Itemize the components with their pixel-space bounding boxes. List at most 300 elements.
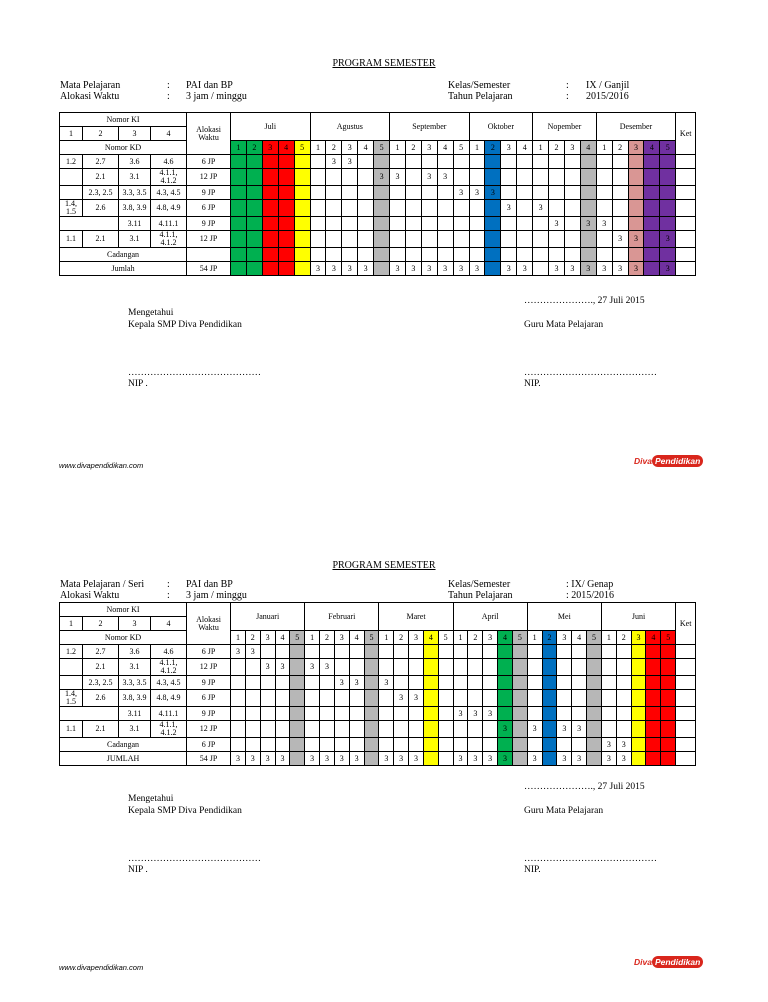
week-cell [512,721,527,738]
footer-url[interactable]: www.divapendidikan.com [59,461,144,470]
week-cell [320,676,335,690]
week-cell [596,169,612,186]
week-cell [601,659,616,676]
week-cell: 3 [612,262,628,276]
week-cell [453,155,469,169]
week-cell [394,645,409,659]
week-number: 2 [394,631,409,645]
ki-col-header: 4 [151,617,187,631]
week-cell [612,200,628,217]
kd-cell [60,217,119,231]
week-cell [453,659,468,676]
week-cell [305,645,320,659]
week-cell [438,738,453,752]
week-cell [278,248,294,262]
week-cell [557,707,572,721]
sign-teacher: Guru Mata Pelajaran [524,806,604,816]
week-cell [542,752,557,766]
week-cell: 3 [468,707,483,721]
sign-line: …………………………………… [524,368,657,378]
week-cell [245,690,260,707]
week-cell [485,231,501,248]
ket-cell [676,186,696,200]
week-cell: 3 [660,231,676,248]
week-cell [438,676,453,690]
logo-text: Diva [634,957,652,967]
week-cell [358,248,374,262]
week-cell [557,676,572,690]
ket-cell [676,248,696,262]
ki-col-header: 3 [119,617,151,631]
kd-cell: 4.6 [151,645,187,659]
week-cell [379,738,394,752]
week-cell: 3 [260,659,275,676]
week-cell: 3 [549,217,565,231]
footer-url[interactable]: www.divapendidikan.com [59,963,144,972]
month-header: Maret [379,603,453,631]
week-cell [469,169,485,186]
week-cell [294,231,310,248]
week-cell: 3 [596,262,612,276]
logo-badge: Pendidikan [652,956,703,968]
week-cell [527,659,542,676]
week-cell: 3 [572,721,587,738]
week-cell [549,169,565,186]
kd-cell: 2.1 [83,169,119,186]
week-number: 3 [501,141,517,155]
week-cell [231,676,246,690]
week-cell [262,217,278,231]
week-number: 2 [485,141,501,155]
month-header: Nopember [533,113,597,141]
time-label: Alokasi Waktu [60,590,120,601]
kd-cell [60,707,119,721]
week-cell: 3 [527,721,542,738]
week-cell [469,200,485,217]
week-cell [661,752,676,766]
week-cell [644,169,660,186]
week-cell: 3 [498,721,513,738]
week-cell [533,186,549,200]
month-header: Agustus [310,113,390,141]
week-cell [326,186,342,200]
week-cell [564,155,580,169]
week-cell [485,155,501,169]
week-cell [542,659,557,676]
week-cell: 3 [394,752,409,766]
week-cell [310,248,326,262]
week-cell [549,155,565,169]
week-cell [349,645,364,659]
week-cell [358,217,374,231]
week-cell [374,217,390,231]
week-cell [587,659,602,676]
week-cell: 3 [557,721,572,738]
week-cell [533,155,549,169]
week-cell [587,707,602,721]
kd-cell: 4.6 [151,155,187,169]
week-cell [305,707,320,721]
week-cell [469,248,485,262]
week-cell [358,169,374,186]
week-cell: 3 [501,262,517,276]
week-cell [468,690,483,707]
alokasi-cell: 6 JP [187,738,231,752]
kd-cell: 1.1 [60,231,83,248]
week-cell [260,676,275,690]
week-cell [421,217,437,231]
week-cell [374,231,390,248]
week-cell [390,231,406,248]
week-cell [379,645,394,659]
week-cell [290,659,305,676]
kd-cell: 2.3, 2.5 [83,676,119,690]
week-cell: 3 [358,262,374,276]
week-cell [498,707,513,721]
time-value: 3 jam / minggu [186,91,247,102]
week-cell: 3 [468,752,483,766]
week-cell [275,707,290,721]
week-cell [275,738,290,752]
week-cell [358,155,374,169]
week-cell: 3 [379,752,394,766]
week-number: 1 [601,631,616,645]
week-cell [596,248,612,262]
week-cell [628,169,644,186]
week-cell [468,721,483,738]
month-header: Oktober [469,113,533,141]
week-cell [628,155,644,169]
week-number: 3 [409,631,424,645]
week-cell [517,200,533,217]
kd-cell: 4.3, 4.5 [151,676,187,690]
alokasi-cell: 6 JP [187,200,231,217]
week-cell [596,155,612,169]
subject-value: PAI dan BP [186,80,233,91]
year-label: Tahun Pelajaran [448,590,513,601]
week-cell [660,186,676,200]
class-label: Kelas/Semester [448,579,511,590]
week-cell [644,155,660,169]
week-cell [572,645,587,659]
week-cell [587,676,602,690]
week-cell [542,676,557,690]
week-cell [260,738,275,752]
week-number: 5 [438,631,453,645]
logo-badge: Pendidikan [652,455,703,467]
alokasi-cell: 12 JP [187,721,231,738]
week-cell [294,200,310,217]
week-cell [612,217,628,231]
week-cell [275,721,290,738]
week-cell [294,169,310,186]
year-label: Tahun Pelajaran [448,91,513,102]
kd-cell: 2.6 [83,200,119,217]
week-cell [612,186,628,200]
week-cell [557,645,572,659]
week-cell [231,248,247,262]
week-cell: 3 [320,752,335,766]
week-cell [469,217,485,231]
separator: : [167,91,170,102]
week-cell: 3 [394,690,409,707]
week-cell [364,707,379,721]
week-number: 1 [527,631,542,645]
week-number: 4 [278,141,294,155]
week-number: 4 [498,631,513,645]
semester-schedule-table [59,602,696,766]
week-cell [533,262,549,276]
week-cell [423,690,438,707]
brand-logo [634,956,703,968]
week-cell [421,200,437,217]
week-cell: 3 [245,752,260,766]
week-cell [644,248,660,262]
week-cell [364,721,379,738]
week-cell [468,738,483,752]
week-cell [278,262,294,276]
week-cell [405,200,421,217]
nomor-kd-header: Nomor KD [60,141,187,155]
week-cell [379,690,394,707]
week-cell [646,752,661,766]
week-cell [278,217,294,231]
subject-label: Mata Pelajaran / Seri [60,579,145,590]
week-cell [246,155,262,169]
week-cell [453,200,469,217]
week-cell: 3 [557,752,572,766]
week-cell: 3 [616,738,631,752]
ket-cell [676,659,696,676]
week-cell [661,707,676,721]
week-cell [334,707,349,721]
week-cell: 3 [275,752,290,766]
week-cell [294,217,310,231]
week-cell: 3 [628,231,644,248]
kd-cell [60,169,83,186]
week-cell [587,690,602,707]
week-cell: 3 [485,186,501,200]
week-cell: 3 [437,169,453,186]
kd-cell: 1.4, 1.5 [60,200,83,217]
week-cell [549,186,565,200]
week-cell [485,248,501,262]
week-cell: 3 [483,707,498,721]
week-cell [326,231,342,248]
week-cell [616,721,631,738]
kd-cell: 3.6 [119,645,151,659]
week-cell [231,262,247,276]
week-cell [527,676,542,690]
week-cell: 3 [342,155,358,169]
sign-date: …………………., 27 Juli 2015 [524,782,645,792]
week-number: 1 [379,631,394,645]
week-cell [660,217,676,231]
week-cell [468,659,483,676]
alokasi-cell: 9 JP [187,676,231,690]
week-cell [231,217,247,231]
week-cell [601,645,616,659]
week-cell [326,217,342,231]
week-cell: 3 [533,200,549,217]
week-cell [320,738,335,752]
week-cell: 3 [390,169,406,186]
ki-col-header: 1 [60,127,83,141]
week-cell [290,645,305,659]
week-number: 5 [660,141,676,155]
week-cell: 3 [275,659,290,676]
week-cell [349,707,364,721]
week-cell [260,721,275,738]
week-cell [542,645,557,659]
week-cell [468,676,483,690]
week-cell [501,231,517,248]
week-number: 5 [294,141,310,155]
week-cell [437,248,453,262]
week-number: 1 [390,141,406,155]
week-cell [644,217,660,231]
week-cell [260,645,275,659]
subject-label: Mata Pelajaran [60,80,121,91]
week-cell [320,645,335,659]
week-cell [572,676,587,690]
alokasi-header: Alokasi Waktu [187,113,231,155]
separator: : [566,91,569,102]
week-number: 3 [262,141,278,155]
week-cell [278,169,294,186]
week-cell [231,155,247,169]
kd-cell: 1.2 [60,645,83,659]
week-cell [349,721,364,738]
alokasi-cell: 6 JP [187,155,231,169]
separator: : [167,579,170,590]
week-cell [601,676,616,690]
week-cell [512,707,527,721]
brand-logo [634,455,703,467]
week-number: 1 [305,631,320,645]
week-cell [501,155,517,169]
week-cell [231,738,246,752]
week-cell [517,155,533,169]
ket-cell [676,721,696,738]
week-cell [409,738,424,752]
ket-cell [676,645,696,659]
sign-date: …………………., 27 Juli 2015 [524,296,645,306]
week-cell [390,200,406,217]
alokasi-cell: 54 JP [187,752,231,766]
week-cell [564,231,580,248]
week-number: 1 [231,141,247,155]
week-cell [409,645,424,659]
ket-cell [676,155,696,169]
week-cell [231,169,247,186]
week-cell [469,155,485,169]
kd-cell: 2.3, 2.5 [83,186,119,200]
week-number: 2 [468,631,483,645]
week-number: 4 [437,141,453,155]
week-cell [646,690,661,707]
kd-cell: 3.8, 3.9 [119,690,151,707]
kd-cell: 4.11.1 [151,217,187,231]
week-cell [438,707,453,721]
week-cell [409,707,424,721]
week-cell [305,738,320,752]
month-header: September [390,113,470,141]
week-number: 3 [631,631,646,645]
kd-cell: 3.11 [119,217,151,231]
week-cell [231,721,246,738]
alokasi-cell: 12 JP [187,659,231,676]
week-cell [549,248,565,262]
separator: : [566,80,569,91]
week-cell [349,659,364,676]
week-number: 5 [374,141,390,155]
week-cell [245,676,260,690]
week-cell [498,645,513,659]
week-cell [485,262,501,276]
week-cell [453,690,468,707]
week-cell [631,645,646,659]
week-cell [231,690,246,707]
week-cell [390,155,406,169]
week-cell [660,169,676,186]
week-cell [483,738,498,752]
ki-col-header: 2 [83,127,119,141]
week-cell [572,707,587,721]
week-cell [616,707,631,721]
week-cell [533,169,549,186]
week-cell [421,155,437,169]
week-cell: 3 [320,659,335,676]
week-cell: 3 [326,155,342,169]
ket-cell [676,676,696,690]
week-cell [290,676,305,690]
jumlah-label: Jumlah [60,262,187,276]
week-cell [409,676,424,690]
week-cell [334,645,349,659]
week-cell [644,262,660,276]
week-cell [231,707,246,721]
week-cell: 3 [628,262,644,276]
week-cell [394,721,409,738]
week-number: 5 [453,141,469,155]
week-cell [358,200,374,217]
week-cell: 3 [326,262,342,276]
week-cell [245,707,260,721]
week-cell [483,659,498,676]
week-cell [661,676,676,690]
week-cell [246,262,262,276]
week-cell [262,248,278,262]
week-cell [334,690,349,707]
kd-cell: 2.6 [83,690,119,707]
kd-cell: 4.1.1, 4.1.2 [151,721,187,738]
week-cell [246,169,262,186]
kd-cell: 4.3, 4.5 [151,186,187,200]
week-cell: 3 [601,752,616,766]
week-cell [278,186,294,200]
kd-cell: 4.8, 4.9 [151,200,187,217]
week-number: 4 [644,141,660,155]
week-cell [661,659,676,676]
week-cell [310,169,326,186]
week-cell: 3 [483,752,498,766]
week-cell [485,200,501,217]
week-cell [616,659,631,676]
week-cell [260,707,275,721]
week-cell [661,738,676,752]
week-cell [498,738,513,752]
